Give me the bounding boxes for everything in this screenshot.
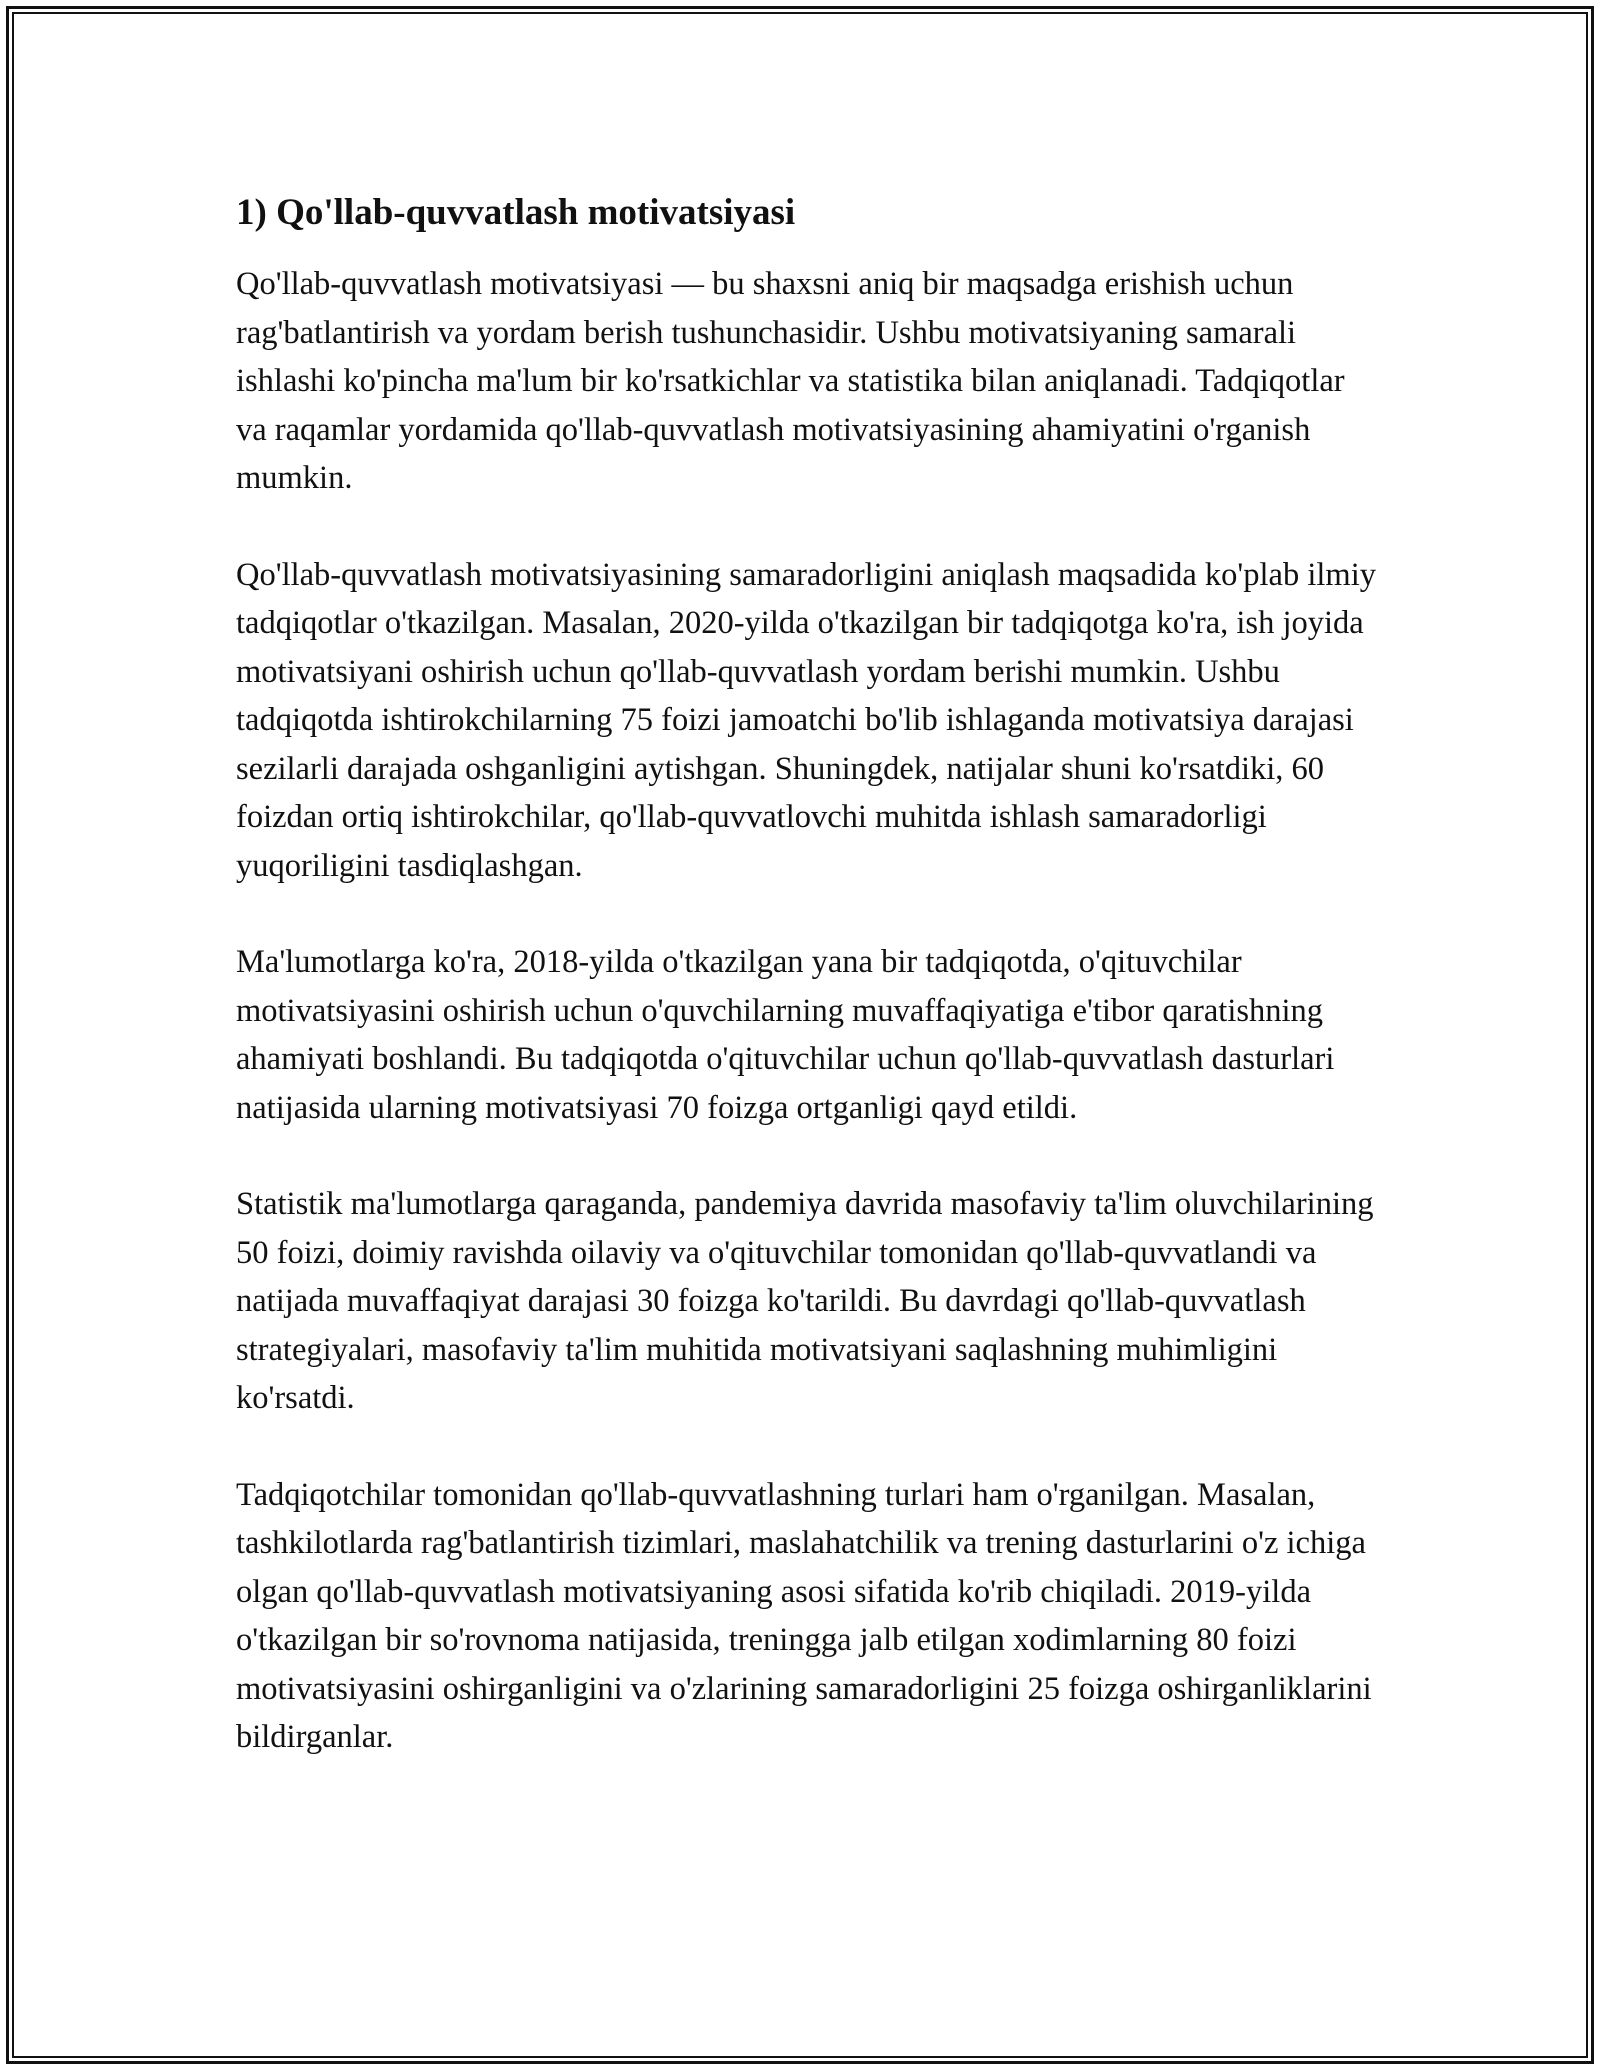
document-body — [236, 190, 1376, 1810]
paragraph-intro: Qo'llab-quvvatlash motivatsiyasi — bu shaxsni aniq bir maqsadga erishish uchun rag'batlantirish va yordam berish tushunchasidir. Ushbu motivatsiyaning samarali ishlashi ko'pincha ma'lum bir ko'rsatkichlar va statistika bilan aniqlanadi. Tadqiqotlar va raqamlar yordamida qo'llab-quvvatlash motivatsiyasining ahamiyatini o'rganish mumkin. — [236, 266, 1345, 496]
paragraph-2018-study: Ma'lumotlarga ko'ra, 2018-yilda o'tkazilgan yana bir tadqiqotda, o'qituvchilar motivatsiyasini oshirish uchun o'quvchilarning muvaffaqiyatiga e'tibor qaratishning ahamiyati boshlandi. Bu tadqiqotda o'qituvchilar uchun qo'llab-quvvatlash dasturlari natijasida ularning motivatsiyasi 70 foizga ortganligi qayd etildi. — [236, 944, 1335, 1126]
paragraph-2020-study: Qo'llab-quvvatlash motivatsiyasining samaradorligini aniqlash maqsadida ko'plab ilmiy tadqiqotlar o'tkazilgan. Masalan, 2020-yilda o'tkazilgan bir tadqiqotga ko'ra, ish joyida motivatsiyani oshirish uchun qo'llab-quvvatlash yordam berishi mumkin. Ushbu tadqiqotda ishtirokchilarning 75 foizi jamoatchi bo'lib ishlaganda motivatsiya darajasi sezilarli darajada oshganligini aytishgan. Shuningdek, natijalar shuni ko'rsatdiki, 60 foizdan ortiq ishtirokchilar, qo'llab-quvvatlovchi muhitda ishlash samaradorligi yuqoriligini tasdiqlashgan. — [236, 556, 1376, 884]
section-heading: 1) Qo'llab-quvvatlash motivatsiyasi — [236, 192, 796, 233]
paragraph-pandemic-statistics: Statistik ma'lumotlarga qaraganda, pandemiya davrida masofaviy ta'lim oluvchilarining 50 foizi, doimiy ravishda oilaviy va o'qituvchilar tomonidan qo'llab-quvvatlandi va natijada muvaffaqiyat darajasi 30 foizga ko'tarildi. Bu davrdagi qo'llab-quvvatlash strategiyalari, masofaviy ta'lim muhitida motivatsiyani saqlashning muhimligini ko'rsatdi. — [236, 1186, 1374, 1416]
paragraph-support-types: Tadqiqotchilar tomonidan qo'llab-quvvatlashning turlari ham o'rganilgan. Masalan, tashkilotlarda rag'batlantirish tizimlari, maslahatchilik va trening dasturlarini o'z ichiga olgan qo'llab-quvvatlash motivatsiyaning asosi sifatida ko'rib chiqiladi. 2019-yilda o'tkazilgan bir so'rovnoma natijasida, treningga jalb etilgan xodimlarning 80 foizi motivatsiyasini oshirganligini va o'zlarining samaradorligini 25 foizga oshirganliklarini bildirganlar. — [236, 1476, 1372, 1755]
